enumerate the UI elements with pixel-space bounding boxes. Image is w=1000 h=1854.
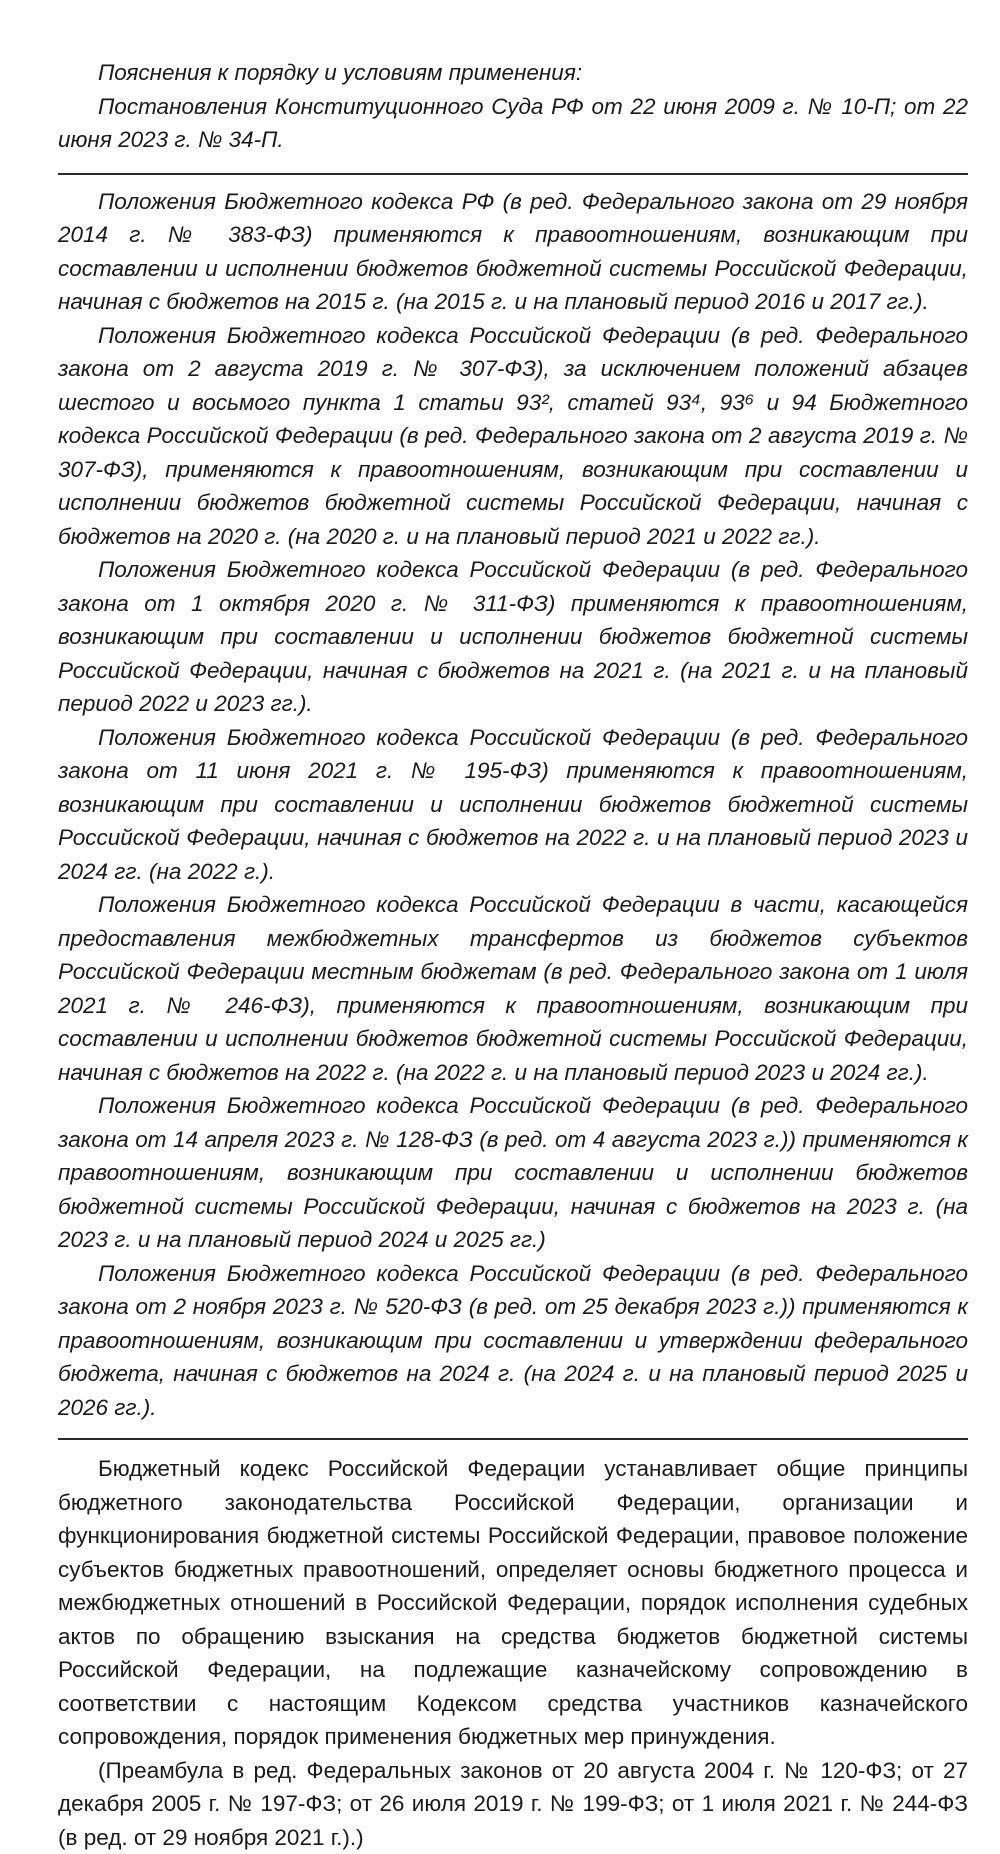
note-paragraph: Положения Бюджетного кодекса Российской Федерации (в ред. Федерального закона от 2 августа 2019 г. № 307-ФЗ), за исключением положений абзацев шестого и восьмого пункта 1 статьи 93², статей 93⁴, 93⁶ и 94 Бюджетного кодекса Российской Федерации (в ред. Федерального закона от 2 августа 2019 г. № 307-ФЗ), применяются к правоотношениям, возникающим при составлении и исполнении бюджетов бюджетной системы Российской Федерации, начиная с бюджетов на 2020 г. (на 2020 г. и на плановый период 2021 и 2022 гг.).	[58, 319, 968, 554]
divider-top	[58, 173, 968, 175]
note-paragraph: Положения Бюджетного кодекса Российской Федерации в части, касающейся предоставления межбюджетных трансфертов из бюджетов субъектов Российской Федерации местным бюджетам (в ред. Федерального закона от 1 июля 2021 г. № 246-ФЗ), применяются к правоотношениям, возникающим при составлении и исполнении бюджетов бюджетной системы Российской Федерации, начиная с бюджетов на 2022 г. (на 2022 г. и на плановый период 2023 и 2024 гг.).	[58, 888, 968, 1089]
note-paragraph: Положения Бюджетного кодекса Российской Федерации (в ред. Федерального закона от 11 июня 2021 г. № 195-ФЗ) применяются к правоотношениям, возникающим при составлении и исполнении бюджетов бюджетной системы Российской Федерации, начиная с бюджетов на 2022 г. и на плановый период 2023 и 2024 гг. (на 2022 г.).	[58, 721, 968, 889]
preamble-text: Бюджетный кодекс Российской Федерации устанавливает общие принципы бюджетного законодательства Российской Федерации, организации и функционирования бюджетной системы Российской Федерации, правовое положение субъектов бюджетных правоотношений, определяет основы бюджетного процесса и межбюджетных отношений в Российской Федерации, порядок исполнения судебных актов по обращению взыскания на средства бюджетов бюджетной системы Российской Федерации, на подлежащие казначейскому сопровождению в соответствии с настоящим Кодексом средства участников казначейского сопровождения, порядок применения бюджетных мер принуждения.	[58, 1452, 968, 1754]
notes-heading: Пояснения к порядку и условиям применения:	[58, 56, 968, 90]
note-paragraph: Положения Бюджетного кодекса Российской Федерации (в ред. Федерального закона от 14 апреля 2023 г. № 128-ФЗ (в ред. от 4 августа 2023 г.)) применяются к правоотношениям, возникающим при составлении и исполнении бюджетов бюджетной системы Российской Федерации, начиная с бюджетов на 2023 г. (на 2023 г. и на плановый период 2024 и 2025 гг.)	[58, 1089, 968, 1257]
note-paragraph: Положения Бюджетного кодекса Российской Федерации (в ред. Федерального закона от 1 октября 2020 г. № 311-ФЗ) применяются к правоотношениям, возникающим при составлении и исполнении бюджетов бюджетной системы Российской Федерации, начиная с бюджетов на 2021 г. (на 2021 г. и на плановый период 2022 и 2023 гг.).	[58, 553, 968, 721]
code-preamble	[58, 1452, 968, 1854]
document-page	[58, 56, 968, 1854]
constitutional-court-rulings: Постановления Конституционного Суда РФ от 22 июня 2009 г. № 10-П; от 22 июня 2023 г. № 34-П.	[58, 90, 968, 157]
application-notes-header	[58, 56, 968, 157]
note-paragraph: Положения Бюджетного кодекса РФ (в ред. Федерального закона от 29 ноября 2014 г. № 383-ФЗ) применяются к правоотношениям, возникающим при составлении и исполнении бюджетов бюджетной системы Российской Федерации, начиная с бюджетов на 2015 г. (на 2015 г. и на плановый период 2016 и 2017 гг.).	[58, 185, 968, 319]
divider-bottom	[58, 1438, 968, 1440]
preamble-amendment-note: (Преамбула в ред. Федеральных законов от 20 августа 2004 г. № 120-ФЗ; от 27 декабря 2005 г. № 197-ФЗ; от 26 июля 2019 г. № 199-ФЗ; от 1 июля 2021 г. № 244-ФЗ (в ред. от 29 ноября 2021 г.).)	[58, 1754, 968, 1854]
application-notes	[58, 185, 968, 1425]
note-paragraph: Положения Бюджетного кодекса Российской Федерации (в ред. Федерального закона от 2 ноября 2023 г. № 520-ФЗ (в ред. от 25 декабря 2023 г.)) применяются к правоотношениям, возникающим при составлении и утверждении федерального бюджета, начиная с бюджетов на 2024 г. (на 2024 г. и на плановый период 2025 и 2026 гг.).	[58, 1257, 968, 1425]
